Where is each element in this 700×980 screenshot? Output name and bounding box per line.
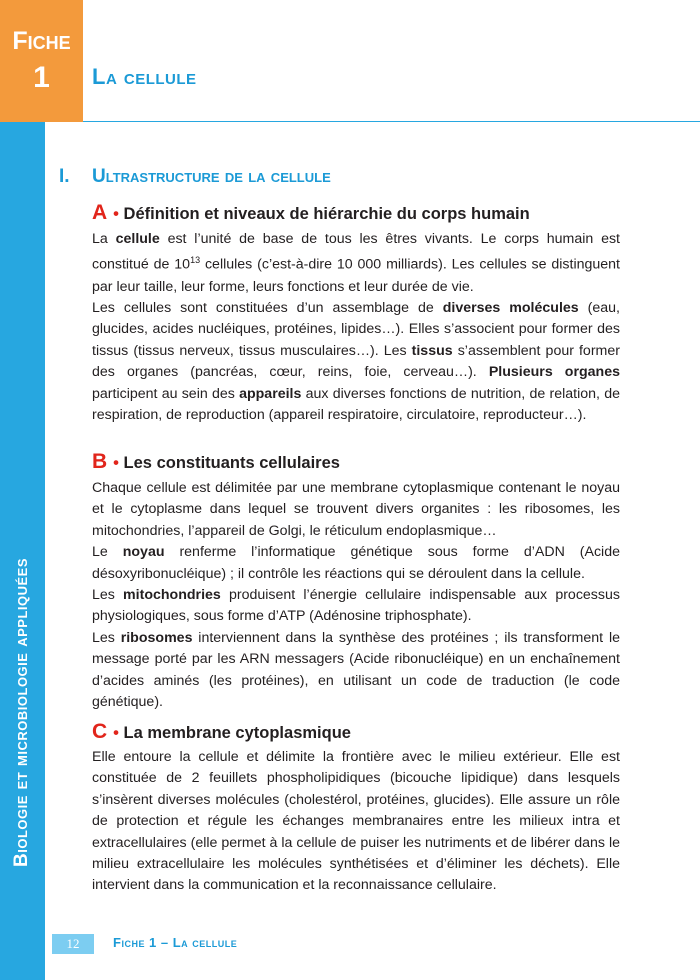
paragraph: Les ribosomes interviennent dans la synthèse des protéines ; ils transforment le message porté par les ARN messagers (Acide ribonucléique) en un enchaînement d’acides aminés (les protéines), en utilisant un code de traduction (le code génétique). <box>92 629 620 711</box>
emphasis: diverses molécules <box>442 299 579 316</box>
paragraph: La cellule est l’unité de base de tous les êtres vivants. Le corps humain est constitué de $10^{13}$ cellules (c’est-à-dire 10 000 milliards). Les cellules se distinguent par leur taille, leur forme, leurs fonctions et leur durée de vie. <box>92 231 621 295</box>
subsection-title: Les constituants cellulaires <box>123 454 340 472</box>
subsection-heading-b <box>92 450 340 474</box>
emphasis: mitochondries <box>123 587 221 604</box>
subsection-letter: B <box>92 450 108 473</box>
chapter-title: La cellule <box>92 64 197 89</box>
fiche-badge <box>0 0 83 122</box>
subsection-heading-c <box>92 720 351 744</box>
subsection-letter: C <box>92 720 108 743</box>
emphasis: tissus <box>411 342 453 359</box>
section-number: I. <box>59 166 70 187</box>
emphasis: appareils <box>239 385 302 402</box>
paragraph: Elle entoure la cellule et délimite la frontière avec le milieu extérieur. Elle est constituée de 2 feuillets phospholipidiques (bicouche lipidique) dans lesquels s’insèrent diverses molécules (cholestérol, protéines, glucides). Elle assure un rôle de protection et régule les échanges membranaires entre les milieux intra et extracellulaires (elle permet à la cellule de puiser les nutriments et de libérer dans le milieu extracellulaire les molécules synthétisées et d’éliminer les déchets). Elle intervient dans la communication et la reconnaissance cellulaire. <box>92 749 620 894</box>
subsection-title: Définition et niveaux de hiérarchie du corps humain <box>123 205 530 223</box>
subsection-title: La membrane cytoplasmique <box>123 724 351 742</box>
emphasis: cellule <box>115 231 160 247</box>
sidebar-band <box>0 122 45 980</box>
subsection-letter: A <box>92 201 108 224</box>
emphasis: Plusieurs organes <box>488 364 620 381</box>
bullet-icon: • <box>113 454 119 472</box>
header-divider <box>83 121 700 122</box>
subsection-heading-a <box>92 201 530 225</box>
emphasis: ribosomes <box>120 629 193 646</box>
bullet-icon: • <box>113 724 119 742</box>
subsection-body <box>92 747 620 897</box>
bullet-icon: • <box>113 205 119 223</box>
section-title: Ultrastructure de la cellule <box>92 166 331 187</box>
subsection-body <box>92 229 620 426</box>
fiche-label: Fiche <box>12 27 71 55</box>
page-number: 12 <box>52 934 94 954</box>
subsection-body <box>92 478 620 713</box>
emphasis: noyau <box>122 544 165 561</box>
fiche-number: 1 <box>33 61 50 94</box>
superscript: 13 <box>190 255 201 266</box>
paragraph: Les mitochondries produisent l’énergie cellulaire indispensable aux processus physiologiques, sous forme d’ATP (Adénosine triphosphate). <box>92 587 620 625</box>
footer-label: Fiche 1 – La cellule <box>113 935 238 950</box>
sidebar-subject-label: Biologie et microbiologie appliquées <box>11 557 32 867</box>
paragraph: Les cellules sont constituées d’un assemblage de diverses molécules (eau, glucides, acides nucléiques, protéines, lipides…). Elles s’associent pour former des tissus (tissus nerveux, tissus musculaires…). Les tissus s’assemblent pour former des organes (pancréas, cœur, reins, foie, cerveau…). Plusieurs organes participent au sein des appareils aux diverses fonctions de nutrition, de relation, de respiration, de reproduction (appareil respiratoire, circulatoire, reproducteur…). <box>92 299 620 423</box>
paragraph: Le noyau renferme l’informatique génétique sous forme d’ADN (Acide désoxyribonucléique) ; il contrôle les réactions qui se déroulent dans la cellule. <box>92 544 620 582</box>
paragraph: Chaque cellule est délimitée par une membrane cytoplasmique contenant le noyau et le cytoplasme dans lequel se trouvent divers organites : les ribosomes, les mitochondries, l’appareil de Golgi, le réticulum endoplasmique… <box>92 480 620 539</box>
